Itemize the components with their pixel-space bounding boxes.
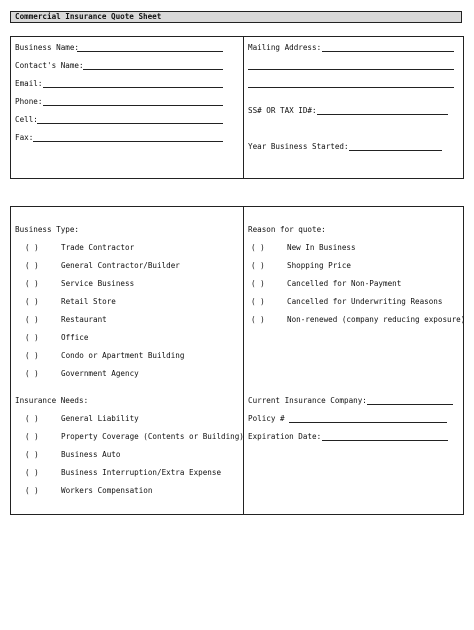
policy-number-label: Policy # [248,414,285,423]
option-label: Service Business [61,279,135,288]
checkbox[interactable]: ( ) [25,297,39,306]
checkbox[interactable]: ( ) [251,261,265,270]
business-type-option[interactable] [25,369,139,378]
checkbox[interactable]: ( ) [25,243,39,252]
reason-label: Reason for quote: [248,225,326,234]
tax-id-field[interactable] [317,114,448,115]
option-label: Government Agency [61,369,139,378]
option-label: Business Auto [61,450,121,459]
checkbox[interactable]: ( ) [25,351,39,360]
insurance-need-option[interactable] [25,414,139,423]
business-type-option[interactable] [25,243,134,252]
cell-label: Cell: [15,115,38,124]
expiration-date-field[interactable] [322,440,448,441]
business-type-option[interactable] [25,351,184,360]
business-type-option[interactable] [25,315,107,324]
business-type-option[interactable] [25,261,180,270]
current-company-label: Current Insurance Company: [248,396,367,405]
checkbox[interactable]: ( ) [25,432,39,441]
option-label: Office [61,333,89,342]
option-label: Restaurant [61,315,107,324]
phone-field[interactable] [43,105,223,106]
reason-option[interactable] [251,297,442,306]
section-divider [243,207,244,514]
business-name-label: Business Name: [15,43,80,52]
section-divider [243,37,244,178]
option-label: General Liability [61,414,139,423]
current-company-field[interactable] [367,404,453,405]
email-field[interactable] [43,87,223,88]
checkbox[interactable]: ( ) [25,261,39,270]
mailing-address-field-3[interactable] [248,87,454,88]
reason-option[interactable] [251,243,356,252]
checkbox[interactable]: ( ) [25,315,39,324]
option-label: Shopping Price [287,261,352,270]
option-label: Cancelled for Non-Payment [287,279,402,288]
option-label: New In Business [287,243,356,252]
contacts-name-field[interactable] [83,69,223,70]
checkbox[interactable]: ( ) [25,414,39,423]
cell-field[interactable] [37,123,223,124]
insurance-need-option[interactable] [25,468,221,477]
business-type-option[interactable] [25,279,134,288]
business-type-option[interactable] [25,333,88,342]
expiration-date-label: Expiration Date: [248,432,322,441]
business-name-field[interactable] [77,51,223,52]
checkbox[interactable]: ( ) [251,279,265,288]
mailing-address-label: Mailing Address: [248,43,322,52]
option-label: General Contractor/Builder [61,261,180,270]
checkbox[interactable]: ( ) [25,369,39,378]
email-label: Email: [15,79,43,88]
option-label: Property Coverage (Contents or Building) [61,432,244,441]
insurance-needs-label: Insurance Needs: [15,396,89,405]
option-label: Retail Store [61,297,116,306]
checkbox[interactable]: ( ) [25,450,39,459]
contact-info-section [10,36,464,179]
checkbox[interactable]: ( ) [25,486,39,495]
contacts-name-label: Contact's Name: [15,61,84,70]
reason-option[interactable] [251,279,401,288]
checkbox[interactable]: ( ) [25,279,39,288]
insurance-need-option[interactable] [25,432,244,441]
year-started-label: Year Business Started: [248,142,349,151]
business-type-label: Business Type: [15,225,80,234]
option-label: Workers Compensation [61,486,153,495]
checkbox[interactable]: ( ) [251,297,265,306]
phone-label: Phone: [15,97,43,106]
insurance-need-option[interactable] [25,486,152,495]
fax-field[interactable] [33,141,223,142]
business-details-section [10,206,464,515]
reason-option[interactable] [251,315,465,324]
reason-option[interactable] [251,261,351,270]
checkbox[interactable]: ( ) [25,333,39,342]
tax-id-label: SS# OR TAX ID#: [248,106,317,115]
checkbox[interactable]: ( ) [251,315,265,324]
year-started-field[interactable] [349,150,442,151]
business-type-option[interactable] [25,297,116,306]
insurance-need-option[interactable] [25,450,120,459]
fax-label: Fax: [15,133,34,142]
policy-number-field[interactable] [289,422,447,423]
checkbox[interactable]: ( ) [251,243,265,252]
form-title: Commercial Insurance Quote Sheet [10,11,462,23]
option-label: Trade Contractor [61,243,135,252]
mailing-address-field-1[interactable] [322,51,454,52]
option-label: Condo or Apartment Building [61,351,185,360]
checkbox[interactable]: ( ) [25,468,39,477]
option-label: Cancelled for Underwriting Reasons [287,297,443,306]
option-label: Business Interruption/Extra Expense [61,468,222,477]
mailing-address-field-2[interactable] [248,69,454,70]
option-label: Non-renewed (company reducing exposure) [287,315,466,324]
